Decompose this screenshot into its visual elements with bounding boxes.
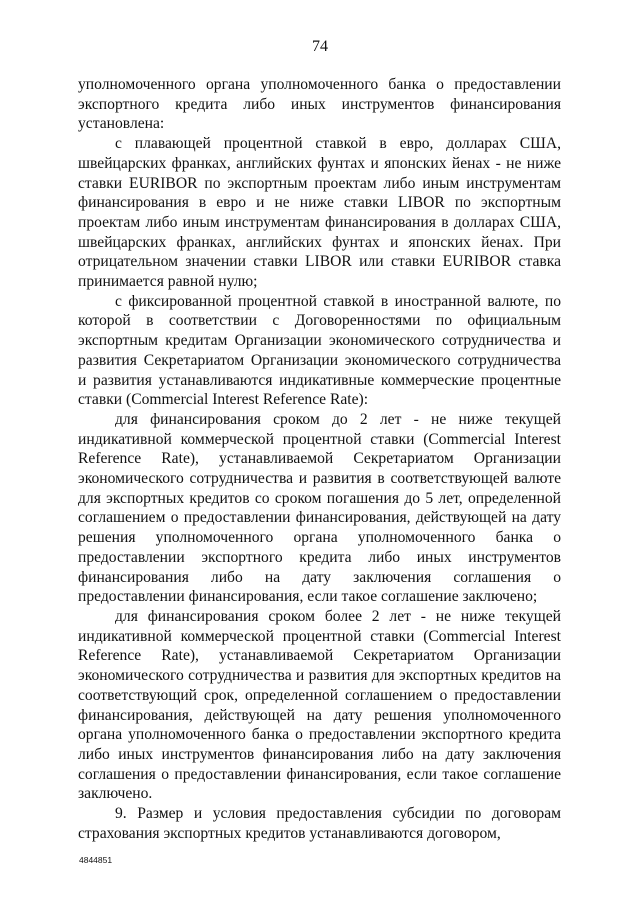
document-code: 4844851 [79, 855, 113, 865]
paragraph-over-2-years: для финансирования сроком более 2 лет - не ниже текущей индикативной коммерческой процентной ставки (Commercial Interest Reference Rate), устанавливаемой Секретариатом Организации экономического сотрудничества и развития для экспортных кредитов на соответствующий срок, определенной соглашением о предоставлении финансирования, действующей на дату решения уполномоченного органа уполномоченного банка о предоставлении экспортного кредита либо иных инструментов финансирования либо на дату заключения соглашения о предоставлении финансирования, если такое соглашение заключено. [78, 607, 561, 803]
paragraph-up-to-2-years: для финансирования сроком до 2 лет - не ниже текущей индикативной коммерческой процентной ставки (Commercial Interest Reference Rate), устанавливаемой Секретариатом Организации экономического сотрудничества и развития в соответствующей валюте для экспортных кредитов со сроком погашения до 5 лет, определенной соглашением о предоставлении финансирования, действующей на дату решения уполномоченного органа уполномоченного банка о предоставлении экспортного кредита либо иных инструментов финансирования либо на дату заключения соглашения о предоставлении финансирования, если такое соглашение заключено; [78, 410, 561, 606]
page-number: 74 [312, 38, 328, 55]
paragraph-item-9: 9. Размер и условия предоставления субсидии по договорам страхования экспортных кредитов устанавливаются договором, [78, 805, 561, 842]
paragraph-fixed-rate: с фиксированной процентной ставкой в иностранной валюте, по которой в соответствии с Договоренностями по официальным экспортным кредитам Организации экономического сотрудничества и развития Секретариатом Организации экономического сотрудничества и развития устанавливаются индикативные коммерческие процентные ставки (Commercial Interest Reference Rate): [78, 292, 561, 409]
paragraph-floating-rate: с плавающей процентной ставкой в евро, долларах США, швейцарских франках, английских фунтах и японских йенах - не ниже ставки EURIBOR по экспортным проектам либо иным инструментам финансирования в евро и не ниже ставки LIBOR по экспортным проектам либо иным инструментам финансирования в долларах США, швейцарских франках, английских фунтах и японских йенах. При отрицательном значении ставки LIBOR или ставки EURIBOR ставка принимается равной нулю; [78, 135, 561, 291]
paragraph-continuation: уполномоченного органа уполномоченного банка о предоставлении экспортного кредита либо иных инструментов финансирования установлена: [78, 76, 561, 133]
document-body [78, 75, 561, 843]
